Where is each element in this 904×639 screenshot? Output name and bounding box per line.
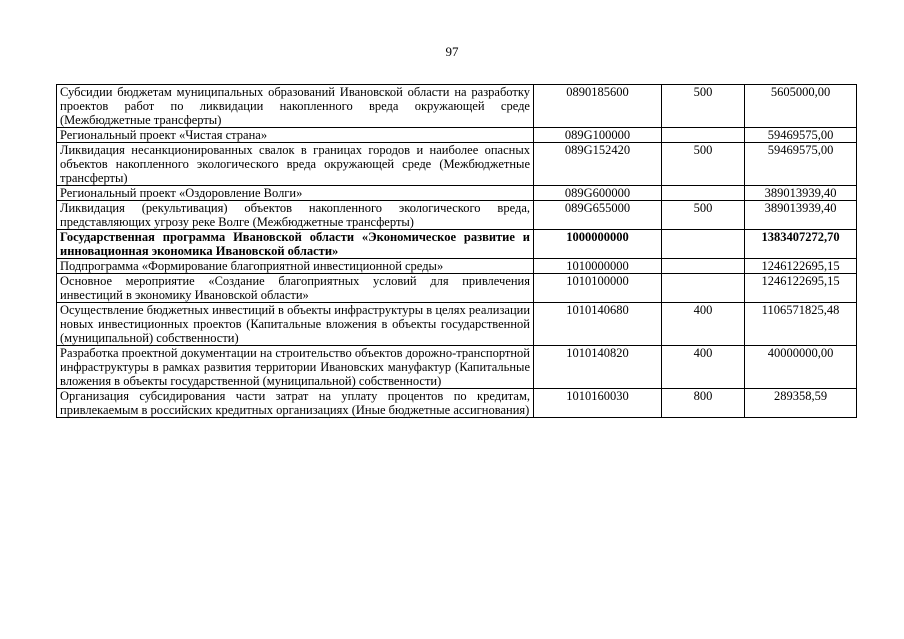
row-name-cell: Региональный проект «Оздоровление Волги» bbox=[57, 186, 534, 201]
row-code-cell: 089G100000 bbox=[534, 128, 662, 143]
row-name-cell: Подпрограмма «Формирование благоприятной инвестиционной среды» bbox=[57, 259, 534, 274]
row-kind-cell: 500 bbox=[662, 143, 745, 186]
row-code-cell: 1010100000 bbox=[534, 274, 662, 303]
row-kind-cell: 800 bbox=[662, 389, 745, 418]
row-kind-cell: 500 bbox=[662, 85, 745, 128]
row-sum-cell: 5605000,00 bbox=[745, 85, 857, 128]
row-sum-cell: 1246122695,15 bbox=[745, 274, 857, 303]
row-sum-cell: 40000000,00 bbox=[745, 346, 857, 389]
row-name-cell: Ликвидация несанкционированных свалок в границах городов и наиболее опасных объектов накопленного экологического вреда окружающей среде (Межбюджетные трансферты) bbox=[57, 143, 534, 186]
row-code-cell: 1010000000 bbox=[534, 259, 662, 274]
row-code-cell: 1000000000 bbox=[534, 230, 662, 259]
table-row bbox=[57, 303, 857, 346]
row-name-cell: Основное мероприятие «Создание благоприятных условий для привлечения инвестиций в экономику Ивановской области» bbox=[57, 274, 534, 303]
row-sum-cell: 1106571825,48 bbox=[745, 303, 857, 346]
row-name-cell: Разработка проектной документации на строительство объектов дорожно-транспортной инфраструктуры в рамках развития территории Ивановских мануфактур (Капитальные вложения в объекты государственной (муниципальной) собственности) bbox=[57, 346, 534, 389]
row-name-cell: Региональный проект «Чистая страна» bbox=[57, 128, 534, 143]
row-kind-cell bbox=[662, 259, 745, 274]
row-name-cell: Организация субсидирования части затрат на уплату процентов по кредитам, привлекаемым в российских кредитных организациях (Иные бюджетные ассигнования) bbox=[57, 389, 534, 418]
table-row bbox=[57, 346, 857, 389]
budget-table-body bbox=[57, 85, 857, 418]
row-code-cell: 1010160030 bbox=[534, 389, 662, 418]
row-code-cell: 0890185600 bbox=[534, 85, 662, 128]
row-name-cell: Государственная программа Ивановской области «Экономическое развитие и инновационная экономика Ивановской области» bbox=[57, 230, 534, 259]
page-number: 97 bbox=[445, 44, 459, 59]
table-row bbox=[57, 259, 857, 274]
row-code-cell: 089G152420 bbox=[534, 143, 662, 186]
row-code-cell: 089G600000 bbox=[534, 186, 662, 201]
row-sum-cell: 1246122695,15 bbox=[745, 259, 857, 274]
table-row bbox=[57, 85, 857, 128]
row-sum-cell: 389013939,40 bbox=[745, 186, 857, 201]
row-sum-cell: 1383407272,70 bbox=[745, 230, 857, 259]
table-row bbox=[57, 143, 857, 186]
budget-table bbox=[56, 84, 857, 418]
table-row bbox=[57, 186, 857, 201]
row-code-cell: 1010140680 bbox=[534, 303, 662, 346]
row-kind-cell bbox=[662, 128, 745, 143]
row-name-cell: Субсидии бюджетам муниципальных образований Ивановской области на разработку проектов работ по ликвидации накопленного вреда окружающей среде (Межбюджетные трансферты) bbox=[57, 85, 534, 128]
row-kind-cell bbox=[662, 230, 745, 259]
row-name-cell: Ликвидация (рекультивация) объектов накопленного экологического вреда, представляющих угрозу реке Волге (Межбюджетные трансферты) bbox=[57, 201, 534, 230]
table-row bbox=[57, 230, 857, 259]
row-sum-cell: 59469575,00 bbox=[745, 128, 857, 143]
row-kind-cell: 400 bbox=[662, 346, 745, 389]
row-kind-cell bbox=[662, 274, 745, 303]
table-row bbox=[57, 274, 857, 303]
row-code-cell: 089G655000 bbox=[534, 201, 662, 230]
row-code-cell: 1010140820 bbox=[534, 346, 662, 389]
row-sum-cell: 59469575,00 bbox=[745, 143, 857, 186]
row-kind-cell bbox=[662, 186, 745, 201]
table-row bbox=[57, 128, 857, 143]
row-kind-cell: 400 bbox=[662, 303, 745, 346]
row-sum-cell: 389013939,40 bbox=[745, 201, 857, 230]
table-row bbox=[57, 389, 857, 418]
row-kind-cell: 500 bbox=[662, 201, 745, 230]
row-sum-cell: 289358,59 bbox=[745, 389, 857, 418]
row-name-cell: Осуществление бюджетных инвестиций в объекты инфраструктуры в целях реализации новых инвестиционных проектов (Капитальные вложения в объекты государственной (муниципальной) собственности) bbox=[57, 303, 534, 346]
table-row bbox=[57, 201, 857, 230]
